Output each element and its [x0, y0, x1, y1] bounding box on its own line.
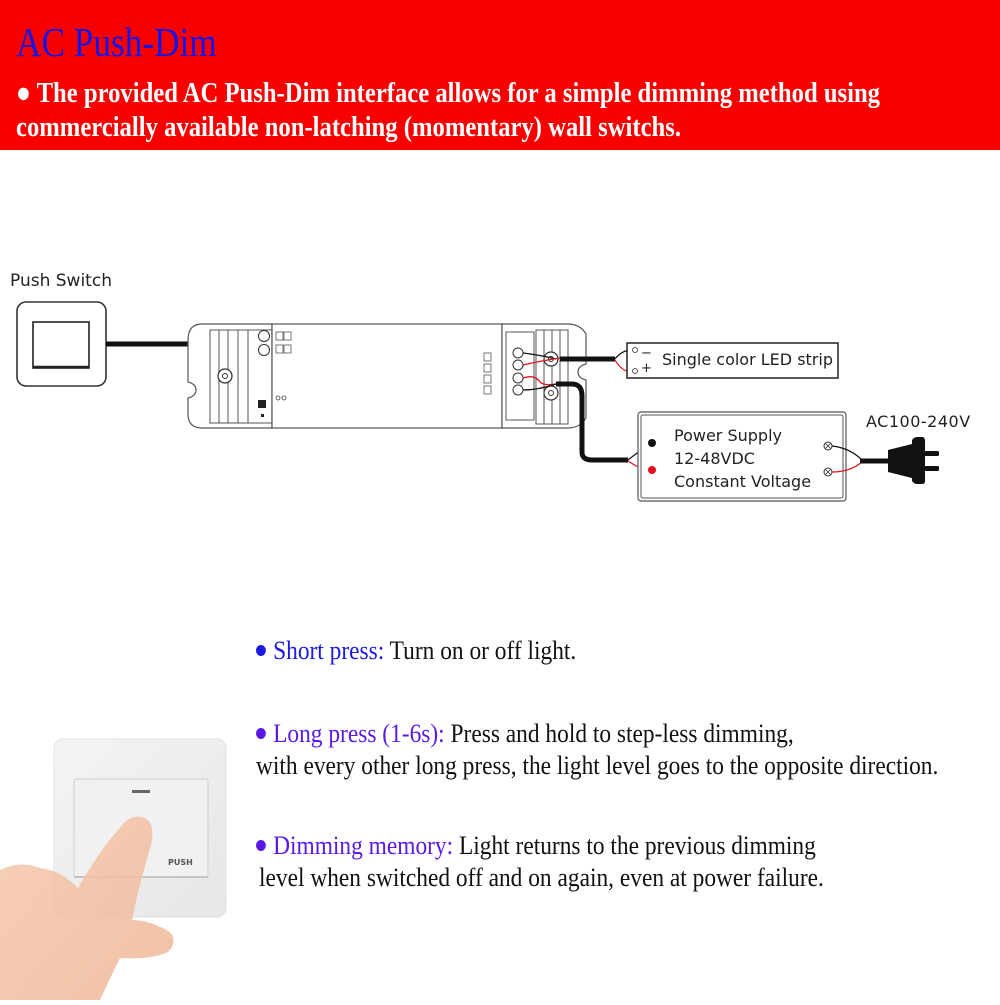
- hand-pressing-switch-icon: [0, 720, 250, 1000]
- header-banner: [0, 0, 1000, 150]
- led-strip-minus: −: [641, 346, 652, 361]
- led-strip-plus: +: [641, 361, 652, 376]
- power-supply-line-2: 12-48VDC: [674, 449, 755, 468]
- bullet-icon: [256, 728, 266, 739]
- power-supply-line-1: Power Supply: [674, 426, 782, 445]
- push-switch-photo: [0, 720, 250, 1000]
- feature-dimming-memory: [256, 831, 816, 861]
- ac-voltage-label: AC100-240V: [866, 412, 971, 431]
- ac-plug-icon: [888, 437, 939, 484]
- feature-heading: Dimming memory:: [273, 831, 454, 860]
- feature-heading: Short press:: [273, 636, 385, 665]
- feature-long-press-line-2: with every other long press, the light level goes to the opposite direction.: [256, 751, 939, 780]
- led-strip-label: Single color LED strip: [662, 350, 833, 369]
- feature-text: Light returns to the previous dimming: [458, 831, 816, 860]
- page-title: AC Push-Dim: [16, 19, 217, 65]
- push-switch-label: Push Switch: [10, 271, 112, 291]
- feature-heading: Long press (1-6s):: [273, 719, 445, 748]
- diagram-graphics: [0, 150, 1000, 600]
- feature-text: Press and hold to step-less dimming,: [450, 719, 794, 748]
- bullet-icon: [256, 840, 266, 851]
- bullet-icon: [256, 645, 266, 656]
- description-line-2: commercially available non-latching (momentary) wall switchs.: [16, 111, 682, 143]
- description-line-1: ● The provided AC Push-Dim interface allows for a simple dimming method using: [16, 77, 881, 109]
- power-supply-line-3: Constant Voltage: [674, 472, 812, 491]
- push-switch-icon: [17, 302, 106, 386]
- wiring-diagram: [0, 150, 1000, 600]
- controller-icon: [188, 324, 586, 428]
- push-label: PUSH: [168, 858, 193, 867]
- feature-text: Turn on or off light.: [389, 636, 577, 665]
- feature-dimming-memory-line-2: level when switched off and on again, even at power failure.: [259, 863, 824, 892]
- feature-long-press: [256, 719, 794, 749]
- feature-short-press: [256, 636, 576, 666]
